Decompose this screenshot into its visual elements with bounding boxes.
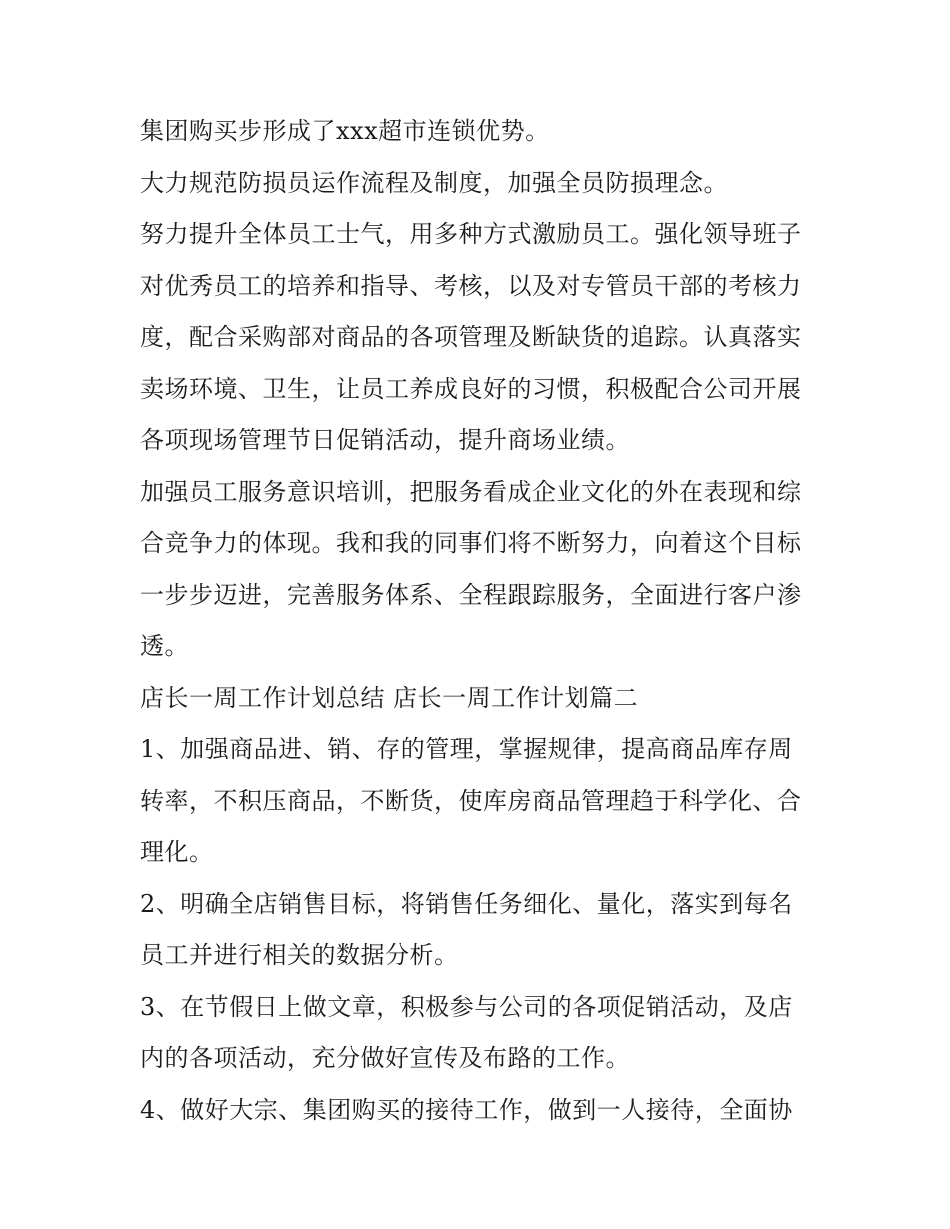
text-line: 转率，不积压商品，不断货，使库房商品管理趋于科学化、合: [140, 786, 802, 815]
text-line: 一步步迈进，完善服务体系、全程跟踪服务，全面进行客户渗: [140, 580, 802, 609]
document-body: [140, 106, 820, 1136]
text-line: 1、加强商品进、销、存的管理，掌握规律，提高商品库存周: [140, 735, 793, 763]
text-line: 员工并进行相关的数据分析。: [140, 941, 459, 969]
text-line: 卖场环境、卫生，让员工养成良好的习惯，积极配合公司开展: [140, 374, 802, 403]
text-line: 各项现场管理节日促销活动，提升商场业绩。: [140, 426, 630, 454]
text-line: 大力规范防损员运作流程及制度，加强全员防损理念。: [140, 168, 728, 197]
text-line: 加强员工服务意识培训，把服务看成企业文化的外在表现和综: [140, 477, 802, 506]
text-line: 合竞争力的体现。我和我的同事们将不断努力，向着这个目标: [140, 529, 802, 557]
text-line: 理化。: [140, 838, 214, 866]
text-line: 4、做好大宗、集团购买的接待工作，做到一人接待，全面协: [140, 1095, 793, 1124]
text-line: 2、明确全店销售目标，将销售任务细化、量化，落实到每名: [140, 889, 793, 918]
text-line: 对优秀员工的培养和指导、考核，以及对专管员干部的考核力: [140, 271, 802, 300]
text-line: 努力提升全体员工士气，用多种方式激励员工。强化领导班子: [140, 220, 802, 248]
text-line: 透。: [140, 632, 189, 660]
section-heading: 店长一周工作计划总结 店长一周工作计划篇二: [140, 683, 639, 712]
text-line: 集团购买步形成了xxx超市连锁优势。: [140, 117, 550, 145]
text-line: 度，配合采购部对商品的各项管理及断缺货的追踪。认真落实: [140, 323, 802, 351]
text-line: 3、在节假日上做文章，积极参与公司的各项促销活动，及店: [140, 992, 793, 1021]
text-line: 内的各项活动，充分做好宣传及布路的工作。: [140, 1044, 630, 1072]
